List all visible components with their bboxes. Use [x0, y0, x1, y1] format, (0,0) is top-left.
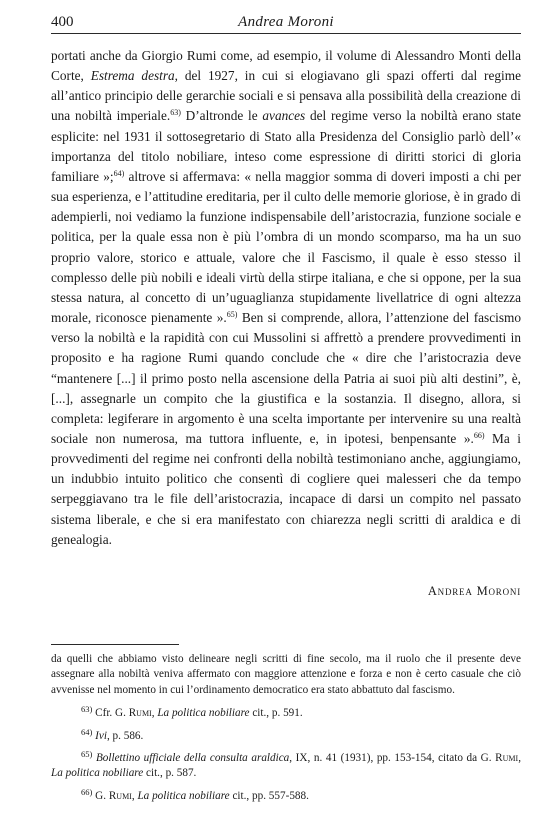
footnote-number: 63)	[81, 704, 93, 715]
footnote-number: 66)	[81, 786, 93, 797]
author-signature: Andrea Moroni	[427, 584, 521, 598]
paragraph	[51, 46, 521, 550]
text-run: , del 1927, in cui si elogiavano gli spazi offerti dal regime all’antico principio delle gerarchie sociali e si pensava alla possibilità della creazione di una nobiltà imperiale.	[51, 68, 521, 124]
footnote-ref-65[interactable]: 65)	[226, 310, 238, 320]
text-run: , IX, n. 41 (1931), pp. 153-154, citato da G.	[289, 752, 496, 765]
footnote-ref-64[interactable]: 64)	[113, 168, 125, 178]
text-run: Cfr. G.	[92, 707, 129, 720]
footnote-continuation: da quelli che abbiamo visto delineare negli scritti di fine secolo, ma il ruolo che il presente deve assegnare alla nobiltà veniva affermato con maggiore attenzione e forza e non è certo casuale che ciò avvenisse nel momento in cui l’ordinamento democratico era stato abbattuto dal fascismo.	[51, 653, 521, 696]
cited-title: La politica nobiliare	[157, 707, 250, 720]
author-name: Rumi	[495, 752, 519, 765]
author-name: Rumi	[108, 789, 132, 802]
footnote-64	[51, 726, 521, 744]
running-head: Andrea Moroni	[238, 14, 334, 30]
text-run: ,	[151, 707, 158, 720]
text-run: ,	[131, 789, 138, 802]
footnote-ref-63[interactable]: 63)	[170, 108, 181, 118]
text-run: cit., p. 587.	[143, 767, 197, 780]
author-name: Rumi	[128, 707, 152, 720]
header-rule	[51, 33, 521, 34]
text-run: altrove si affermava: « nella maggior somma di doveri imposti a chi per sua esperienza, e l’attitudine ereditaria, per il culto delle memorie gloriose, è in grado di adempierli, noi vediamo la funzione indispensabile dell’aristocrazia, funzione sociale e politica, per la quale essa non è più l’ombra di un mondo scomparso, ma ha un suo proprio valore, storico e attuale, valore che il Fascismo, il quale è esso stesso il complesso delle più nobili e ideali virtù della stirpe italiana, e che si oppone, per la sua stessa natura, al concetto di un’uguaglianza stupidamente livellatrice di ogni altezza morale, riconosce pienamente ».	[51, 168, 522, 326]
text-run: ,	[518, 752, 521, 765]
footnote-number: 64)	[81, 726, 93, 737]
body-text	[51, 46, 521, 550]
footnote-rule	[51, 644, 179, 645]
footnote-ref-66[interactable]: 66)	[473, 430, 485, 440]
footnote-63	[51, 706, 521, 721]
cited-title: Ivi	[95, 729, 107, 742]
cited-title: Bollettino ufficiale della consulta araldica	[95, 752, 290, 765]
footnote-number: 65)	[81, 749, 93, 760]
text-run: G.	[92, 789, 109, 802]
book-title: Estrema destra	[90, 68, 175, 84]
text-run: D’altronde le	[180, 108, 263, 124]
text-run: Ma i provvedimenti del regime nei confronti della nobiltà testimoniano anche, aggiungiamo, un indubbio intuito politico che consentì di cogliere quei malesseri che da tempo serpeggiavano tra le file dell’aristocrazia, incapace di darsi un compito nel passato sistema liberale, e che si era manifestato con chiarezza negli scritti di araldica e di genealogia.	[51, 430, 521, 547]
text-run: , p. 586.	[106, 729, 144, 742]
page-header	[51, 12, 521, 34]
cited-title: La politica nobiliare	[51, 767, 144, 780]
text-run: del regime verso la nobiltà erano state esplicite: nel 1931 il sottosegretario di Stato alla Presidenza del Consiglio parlò dell’« importanza del titolo nobiliare, inteso come espressione di diritti storici di gloria familiare »;	[51, 108, 521, 184]
text-run: portati anche da Giorgio Rumi come, ad esempio, il volume di Alessandro Monti della Corte,	[51, 48, 521, 84]
footnotes	[51, 652, 521, 804]
footnote-65	[51, 751, 521, 782]
footnote-66	[51, 786, 521, 804]
cited-title: La politica nobiliare	[137, 789, 230, 802]
page-number: 400	[51, 14, 74, 30]
italic-term: avances	[262, 108, 306, 124]
text-run: Ben si comprende, allora, l’attenzione del fascismo verso la nobiltà e la rapidità con cui Mussolini si affrettò a prendere provvedimenti in proposito e ha ragione Rumi quando conclude che « dire che l’aristocrazia deve “mantenere [...] il primo posto nella ascensione della Patria ai suoi più alti destini”, è, [...], assegnarle un compito che la giustifica e la sostanzia. Il disegno, allora, si completa: legiferare in argomento è una scelta importante per intervenire su una realtà sociale non numerosa, ma tuttora influente, e, in ipotesi, benpensante ».	[51, 310, 521, 446]
text-run: cit., p. 591.	[249, 707, 303, 720]
text-run: cit., pp. 557-588.	[229, 789, 309, 802]
